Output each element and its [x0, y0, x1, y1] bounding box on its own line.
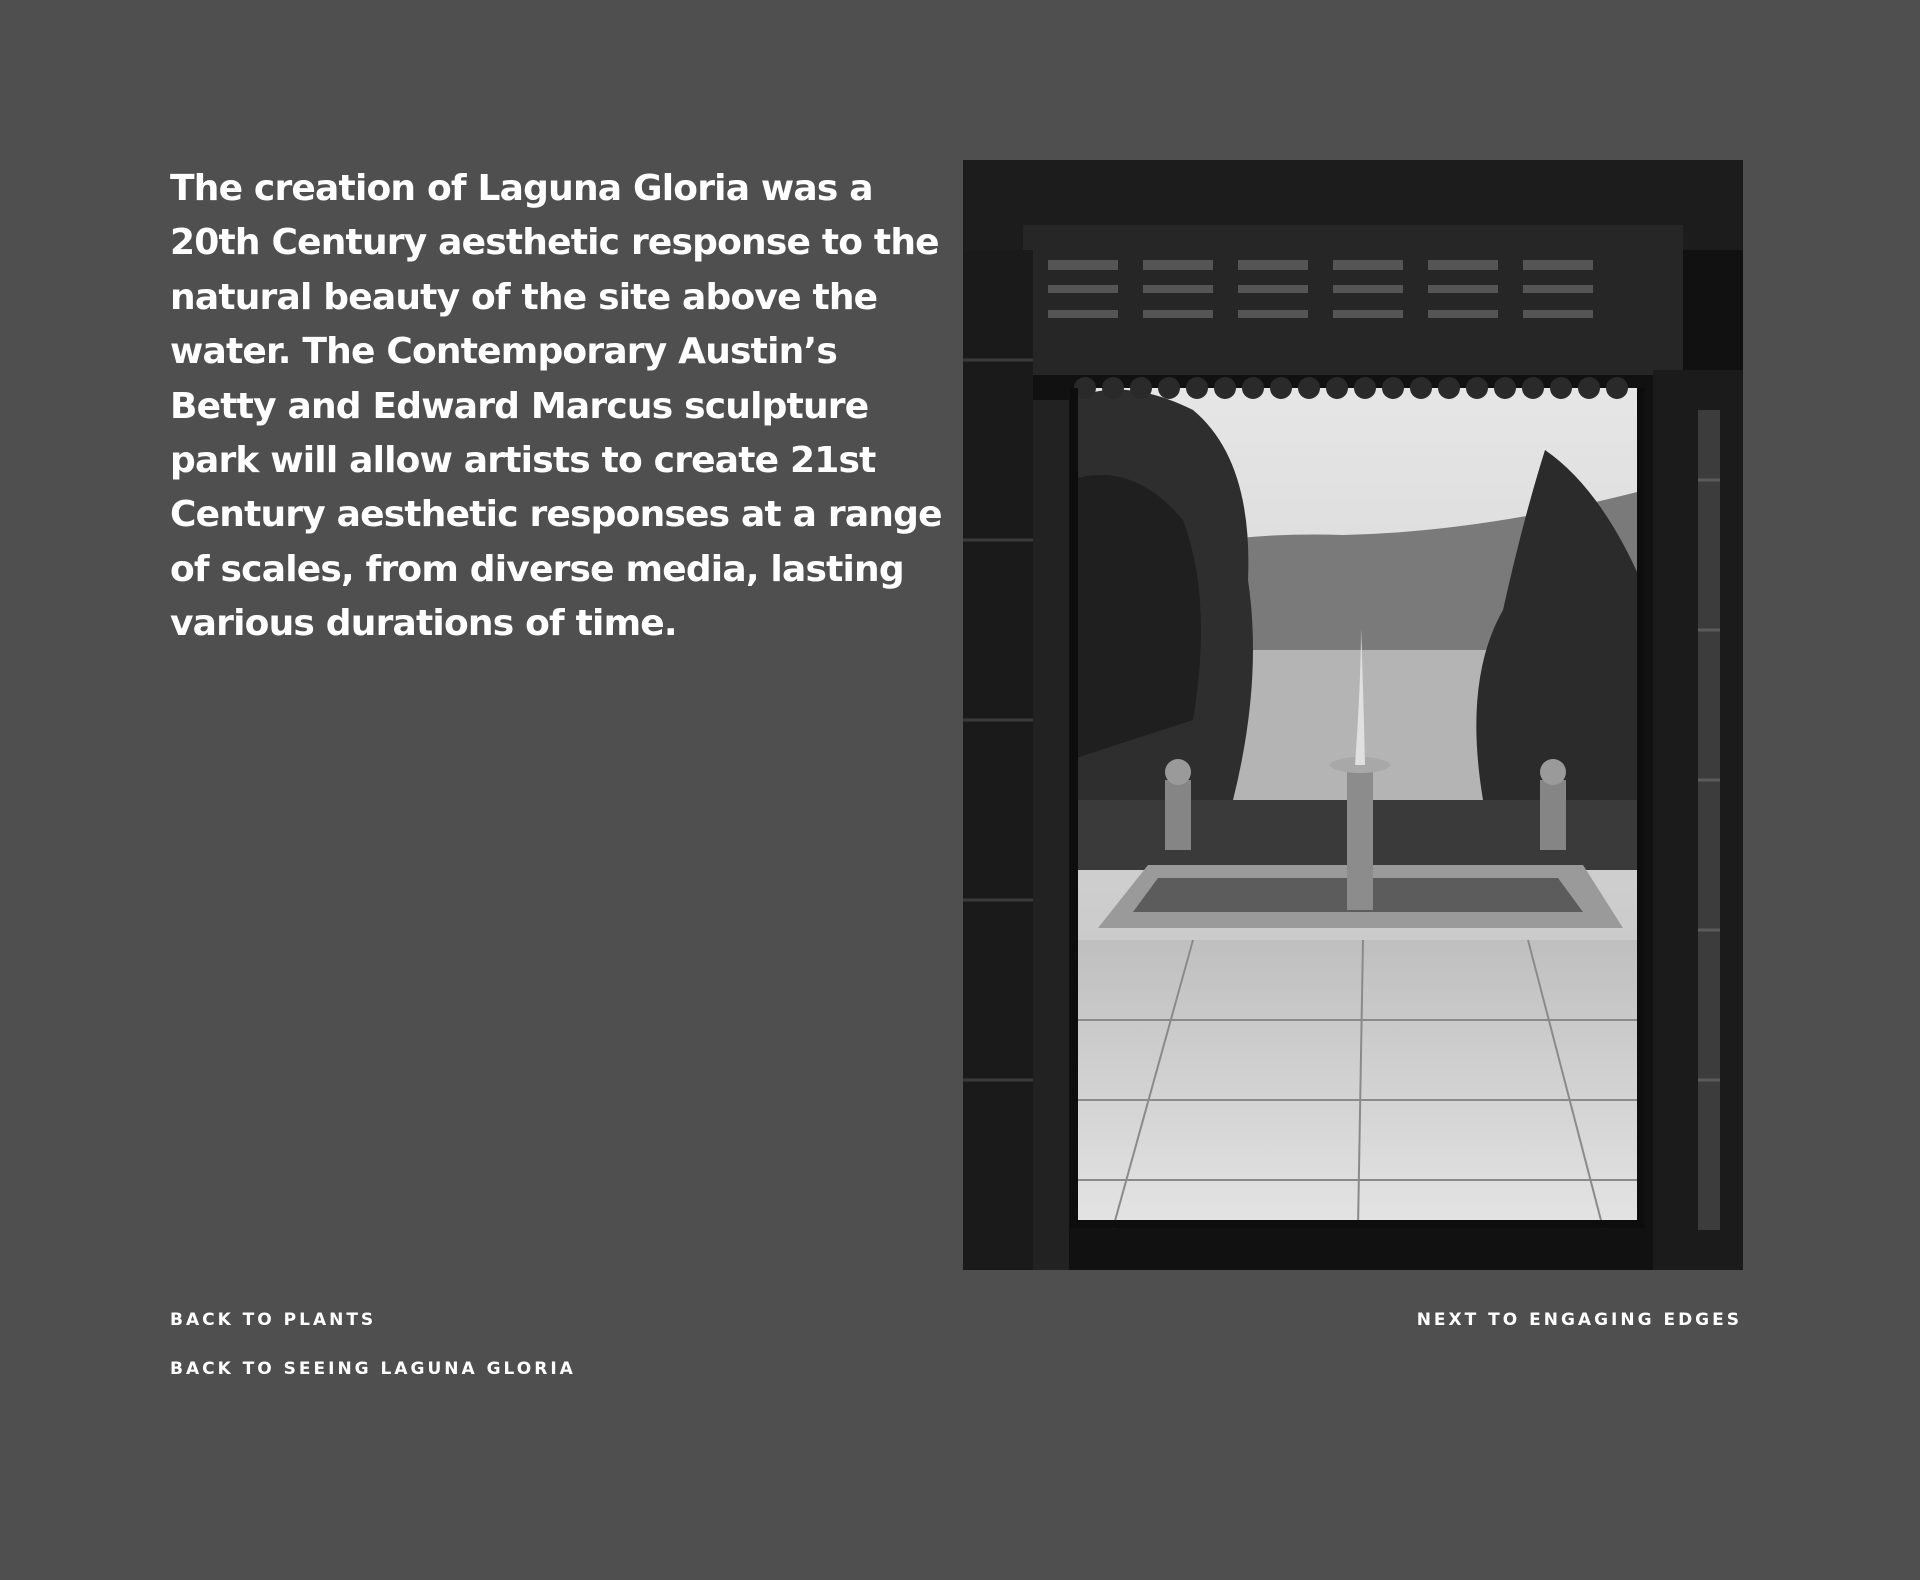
next-to-engaging-edges-link[interactable]: NEXT TO ENGAGING EDGES [1416, 1310, 1742, 1330]
back-to-plants-link[interactable]: BACK TO PLANTS [170, 1310, 377, 1330]
intro-paragraph: The creation of Laguna Gloria was a 20th Century aesthetic response to the natural beauty of the site above the water. The Contemporary Austin’s Betty and Edward Marcus sculpture park will allow artists to create 21st Century aesthetic responses at a range of scales, from diverse media, lasting various durations of time. [170, 168, 942, 645]
lattice-transom [1023, 225, 1683, 375]
back-to-seeing-laguna-gloria-link[interactable]: BACK TO SEEING LAGUNA GLORIA [170, 1359, 576, 1379]
laguna-gloria-photo [963, 160, 1743, 1270]
left-shutter [963, 250, 1033, 1270]
view-through-doorway [1070, 377, 1645, 1228]
